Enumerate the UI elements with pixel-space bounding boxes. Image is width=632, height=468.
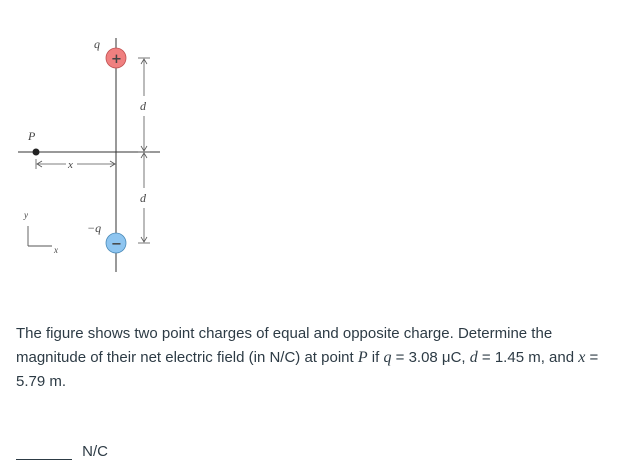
question-part-2: if [367, 349, 384, 366]
plus-sign: + [111, 52, 122, 67]
var-d: d [469, 349, 478, 366]
question-part-4: = 1.45 m, and [477, 349, 579, 366]
minus-sign: − [111, 237, 122, 252]
label-neg-q: −q [87, 221, 102, 235]
label-d-top: d [140, 99, 146, 113]
axis-y-label: y [24, 210, 28, 220]
question-part-5: = 5.79 m. [16, 349, 599, 390]
label-x-distance: x [68, 159, 73, 171]
answer-input[interactable] [16, 443, 72, 460]
point-p [33, 149, 40, 156]
charge-diagram [0, 0, 200, 290]
label-d-bottom: d [140, 191, 146, 205]
answer-unit: N/C [82, 443, 109, 460]
question-part-3: = 3.08 μC, [391, 349, 470, 366]
question-part-1: The figure shows two point charges of equal and opposite charge. Determine the magnitude of their net electric field (in N/C) at point [16, 325, 553, 366]
axis-x-label: x [54, 245, 58, 255]
var-q: q [383, 349, 392, 366]
var-p: P [357, 349, 368, 366]
answer-row [16, 443, 108, 465]
label-q: q [94, 37, 100, 51]
var-x: x [578, 349, 586, 366]
label-p: P [28, 129, 36, 143]
question-text [16, 322, 606, 394]
